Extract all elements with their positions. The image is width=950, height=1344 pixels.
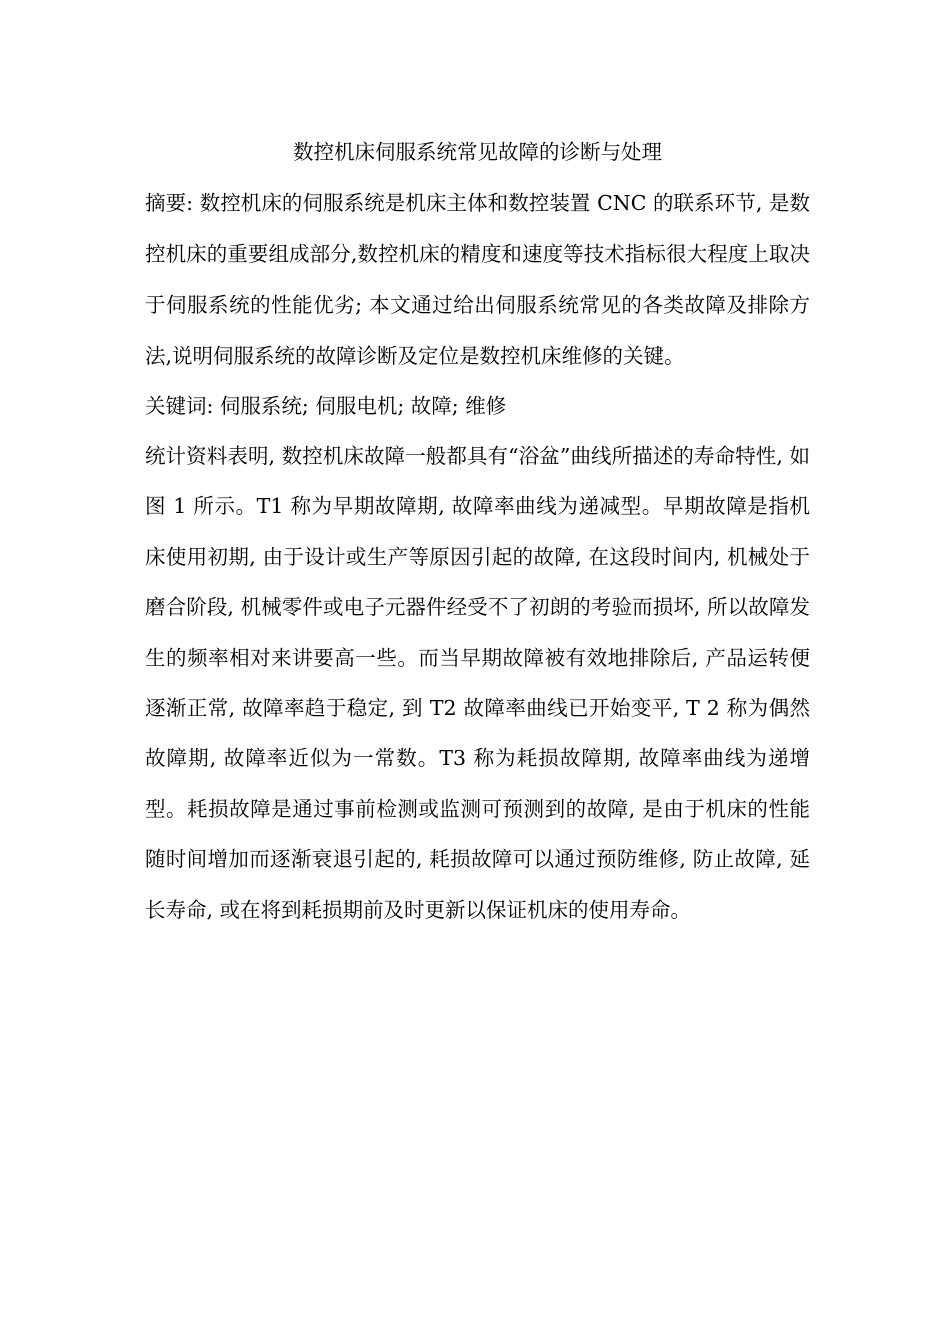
document-content	[145, 130, 810, 935]
keywords-paragraph: 关键词: 伺服系统; 伺服电机; 故障; 维修	[145, 394, 507, 418]
body-paragraph: 统计资料表明, 数控机床故障一般都具有“浴盆”曲线所描述的寿命特性, 如图 1 所示。T1 称为早期故障期, 故障率曲线为递减型。早期故障是指机床使用初期, 由于设计或生产等原因引起的故障, 在这段时间内, 机械处于磨合阶段, 机械零件或电子元器件经受不了初朗的考验而损坏, 所以故障发生的频率相对来讲要高一些。而当早期故障被有效地排除后, 产品运转便逐渐正常, 故障率趋于稳定, 到 T2 故障率曲线已开始变平, T 2 称为偶然故障期, 故障率近似为一常数。T3 称为耗损故障期, 故障率曲线为递增型。耗损故障是通过事前检测或监测可预测到的故障, 是由于机床的性能随时间增加而逐渐衰退引起的, 耗损故障可以通过预防维修, 防止故障, 延长寿命, 或在将到耗损期前及时更新以保证机床的使用寿命。	[145, 444, 810, 922]
document-title: 数控机床伺服系统常见故障的诊断与处理	[293, 140, 662, 164]
abstract-paragraph: 摘要: 数控机床的伺服系统是机床主体和数控装置 CNC 的联系环节, 是数控机床的重要组成部分,数控机床的精度和速度等技术指标很大程度上取决于伺服系统的性能优劣; 本文通过给出伺服系统常见的各类故障及排除方法,说明伺服系统的故障诊断及定位是数控机床维修的关键。	[145, 191, 810, 368]
